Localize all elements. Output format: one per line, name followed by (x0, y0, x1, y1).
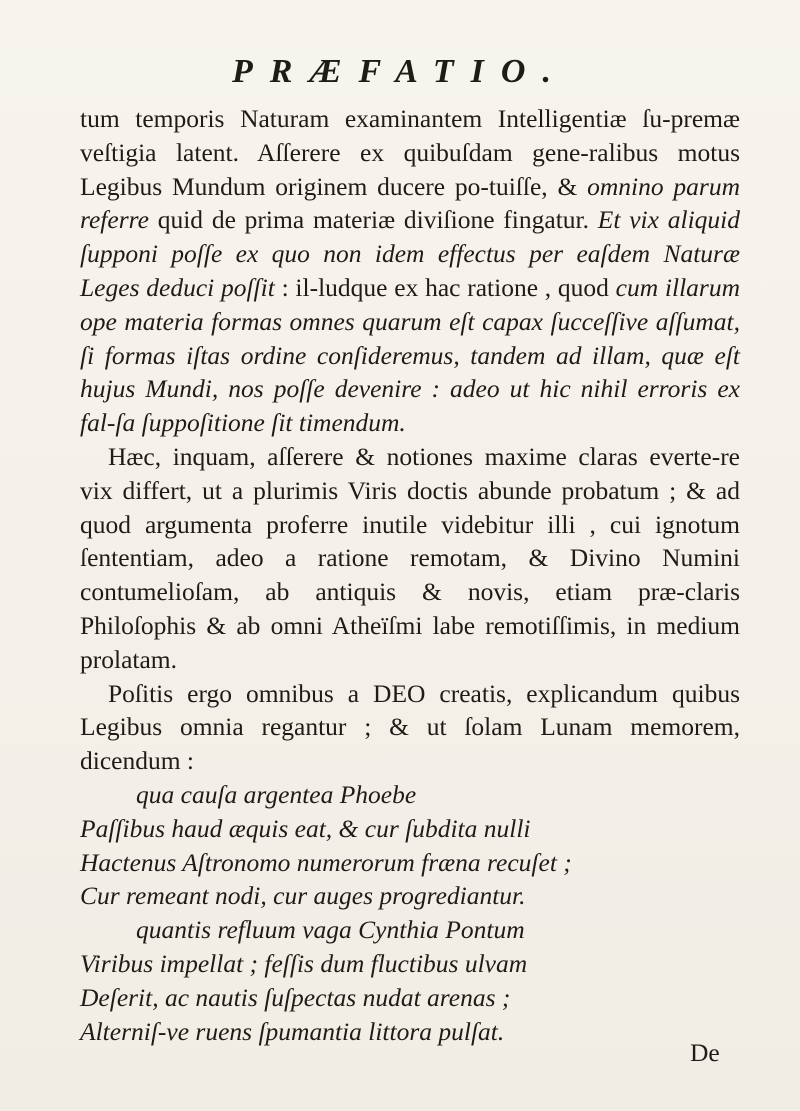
text-segment-italic: Et vix aliquid ſupponi poſſe ex quo non idem effectus per eaſdem Naturæ Leges deduci poſſit (80, 205, 741, 302)
verse-line: Paſſibus haud æquis eat, & cur ſubdita nulli (80, 813, 531, 843)
text-segment: Hæc, inquam, aſſerere & notiones maxime claras everte-re vix differt, ut a plurimis Viris doctis abunde probatum ; & ad quod argumenta proferre inutile videbitur illi , cui ignotum ſententiam, adeo a ratione remotam, & Divino Numini contumelioſam, ab antiquis & novis, etiam præ-claris Philoſophis & ab omni Atheïſmi labe remotiſſimis, in medium prolatam. (80, 441, 740, 674)
text-segment: quid de prima materiæ diviſione fingatur. (148, 205, 598, 235)
text-segment: : il-ludque ex hac ratione , quod (274, 272, 616, 302)
verse-line: Cur remeant nodi, cur auges progrediantur. (80, 881, 526, 911)
text-segment-italic: cum illarum ope materia formas omnes quarum eſt capax ſucceſſive aſſumat, ſi formas iſtas ordine conſideremus, tandem ad illam, quæ eſt hujus Mundi, nos poſſe devenire : adeo ut hic nihil erroris ex fal-ſa ſuppoſitione ſit timendum. (80, 272, 741, 438)
verse-line: Viribus impellat ; feſſis dum fluctibus ulvam (80, 948, 528, 978)
paragraph-2 (80, 440, 740, 677)
paragraph-3 (80, 677, 740, 778)
text-segment-italic: omnino parum referre (80, 171, 741, 235)
paragraph-1 (80, 102, 740, 440)
text-segment: Poſitis ergo omnibus a DEO creatis, explicandum quibus Legibus omnia regantur ; & ut ſolam Lunam memorem, dicendum : (80, 678, 740, 776)
verse-line: Deſerit, ac nautis ſuſpectas nudat arenas ; (80, 982, 511, 1012)
verse-line: quantis refluum vaga Cynthia Pontum (136, 915, 525, 945)
text-segment: tum temporis Naturam examinantem Intelligentiæ ſu-premæ veſtigia latent. Aſſerere ex quibuſdam gene-ralibus motus Legibus Mundum originem ducere po-tuiſſe, & (80, 104, 740, 201)
catchword: De (690, 1038, 720, 1067)
verse-line: qua cauſa argentea Phoebe (136, 779, 417, 809)
body-text (80, 102, 740, 1048)
page-header-title: PRÆFATIO. (232, 53, 568, 90)
verse-quotation (80, 778, 740, 1048)
verse-line: Hactenus Aſtronomo numerorum fræna recuſet ; (80, 847, 572, 877)
verse-line: Alterniſ-ve ruens ſpumantia littora pulſat. (80, 1016, 505, 1046)
